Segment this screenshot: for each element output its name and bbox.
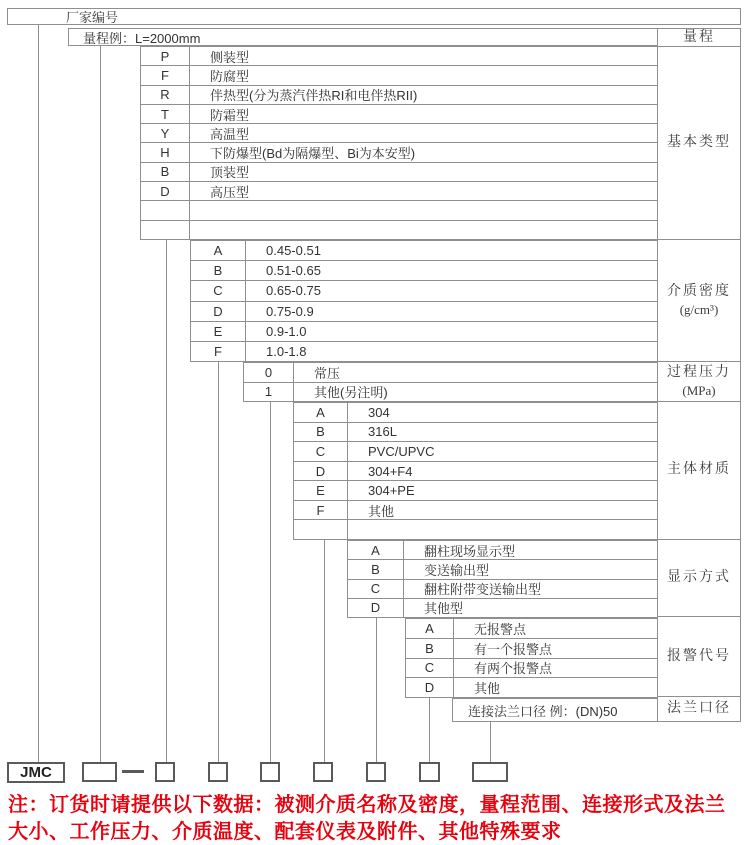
code-cell: B — [191, 261, 246, 280]
category-body-material — [658, 402, 740, 540]
table-row — [294, 442, 657, 462]
table-row — [294, 520, 657, 539]
factory-code-box — [7, 8, 741, 25]
description-cell: 顶装型 — [210, 165, 250, 181]
code-box-pressure — [260, 762, 280, 782]
category-display-mode — [658, 540, 740, 618]
category-label: 法兰口径 — [667, 701, 731, 717]
code-box-range — [82, 762, 117, 782]
table-row — [141, 66, 657, 85]
description-cell: 其他型 — [424, 601, 464, 617]
code-cell: H — [141, 143, 190, 161]
connector-line — [376, 618, 377, 763]
table-row — [453, 699, 657, 721]
category-label: 基本类型 — [667, 135, 731, 151]
code-cell: D — [406, 678, 454, 697]
description-cell: 翻柱附带变送输出型 — [424, 582, 542, 598]
table-row — [141, 221, 657, 239]
table-row — [141, 86, 657, 105]
description-cell: 无报警点 — [474, 621, 527, 637]
connector-line — [218, 362, 219, 763]
table-row — [141, 105, 657, 124]
code-cell: B — [294, 423, 348, 442]
table-row — [191, 342, 657, 361]
category-label: 过程压力 — [667, 365, 731, 380]
connector-line — [324, 540, 325, 763]
code-cell: D — [294, 462, 348, 481]
table-row — [141, 124, 657, 143]
table-row — [348, 560, 657, 579]
code-cell: A — [348, 541, 404, 559]
description-cell: 高温型 — [210, 126, 250, 142]
range-example-box — [68, 28, 657, 46]
code-cell: C — [406, 659, 454, 678]
description-cell: PVC/UPVC — [368, 443, 435, 459]
table-row — [141, 163, 657, 182]
description-cell: 变送输出型 — [424, 562, 490, 578]
description-cell: 0.75-0.9 — [266, 303, 314, 319]
table-row — [406, 678, 657, 697]
description-cell: 304+F4 — [368, 463, 413, 479]
code-cell: P — [141, 47, 190, 65]
basic-type-table — [140, 46, 657, 240]
display-mode-table — [347, 540, 657, 618]
description-cell: 防霜型 — [210, 107, 250, 123]
category-column — [657, 28, 741, 722]
flange-size-row — [452, 698, 657, 722]
range-example-label: 量程例：L=2000mm — [83, 30, 201, 46]
code-cell — [141, 221, 190, 239]
code-box-basic-type — [155, 762, 175, 782]
description-cell — [190, 201, 210, 219]
category-label: 量程 — [683, 29, 715, 45]
table-row — [294, 423, 657, 443]
category-label: 报警代号 — [667, 648, 731, 664]
table-row — [141, 182, 657, 201]
category-process-pressure — [658, 362, 740, 402]
code-cell: T — [141, 105, 190, 123]
process-pressure-table — [243, 362, 657, 402]
description-cell: 0.45-0.51 — [266, 243, 321, 259]
table-row — [406, 619, 657, 639]
table-row — [191, 261, 657, 281]
description-cell: 有一个报警点 — [474, 641, 553, 657]
connector-line — [270, 402, 271, 763]
table-row — [294, 462, 657, 482]
category-label: 介质密度 — [667, 284, 731, 300]
category-range — [658, 29, 740, 47]
connector-line — [490, 722, 491, 763]
description-cell: 其他 — [474, 681, 501, 697]
flange-size-label: 连接法兰口径 例：(DN)50 — [468, 703, 618, 719]
description-cell: 0.9-1.0 — [266, 323, 307, 339]
code-box-display — [366, 762, 386, 782]
code-cell: 0 — [244, 363, 294, 382]
code-cell: R — [141, 86, 190, 104]
code-cell: D — [191, 302, 246, 321]
body-material-table — [293, 402, 657, 540]
table-row — [348, 580, 657, 599]
table-row — [191, 322, 657, 342]
order-note-line-1: 注：订货时请提供以下数据：被测介质名称及密度，量程范围、连接形式及法兰 — [8, 794, 726, 816]
table-row — [294, 481, 657, 501]
code-cell: C — [348, 580, 404, 598]
model-prefix-label: JMC — [20, 764, 52, 781]
connector-line — [429, 698, 430, 763]
description-cell: 其他 — [368, 503, 395, 519]
code-box-material — [313, 762, 333, 782]
code-box-density — [208, 762, 228, 782]
code-cell: D — [348, 599, 404, 617]
model-prefix-box — [7, 762, 65, 783]
description-cell: 316L — [368, 424, 397, 440]
code-cell — [294, 520, 348, 539]
category-flange-size — [658, 697, 740, 721]
connector-line — [100, 46, 101, 763]
description-cell: 其他(另注明) — [314, 385, 388, 401]
alarm-code-table — [405, 618, 657, 698]
code-cell — [141, 201, 190, 219]
code-cell: F — [141, 66, 190, 84]
table-row — [191, 241, 657, 261]
description-cell: 0.51-0.65 — [266, 263, 321, 279]
category-label: 主体材质 — [667, 462, 731, 478]
connector-line — [166, 240, 167, 763]
code-cell: D — [141, 182, 190, 200]
description-cell: 304 — [368, 404, 390, 420]
code-cell: C — [294, 442, 348, 461]
code-cell: F — [294, 501, 348, 520]
description-cell: 翻柱现场显示型 — [424, 543, 516, 559]
table-row — [294, 501, 657, 521]
code-cell: B — [406, 639, 454, 658]
category-sublabel: (g/cm³) — [679, 302, 719, 318]
code-cell: E — [294, 481, 348, 500]
code-cell: B — [141, 163, 190, 181]
category-medium-density — [658, 240, 740, 362]
code-box-flange — [472, 762, 508, 782]
table-row — [141, 201, 657, 220]
code-cell: B — [348, 560, 404, 578]
description-cell: 下防爆型(Bd为隔爆型、Bi为本安型) — [210, 146, 416, 162]
order-note-line-2: 大小、工作压力、介质温度、配套仪表及附件、其他特殊要求 — [8, 821, 562, 843]
description-cell — [348, 520, 368, 539]
code-cell: F — [191, 342, 246, 361]
table-row — [348, 599, 657, 617]
description-cell: 常压 — [314, 365, 341, 381]
description-cell — [190, 221, 210, 239]
code-cell: Y — [141, 124, 190, 142]
description-cell: 0.65-0.75 — [266, 283, 321, 299]
category-basic-type — [658, 47, 740, 240]
table-row — [191, 302, 657, 322]
table-row — [348, 541, 657, 560]
table-row — [244, 383, 657, 402]
table-row — [141, 47, 657, 66]
category-alarm-code — [658, 617, 740, 697]
table-row — [406, 639, 657, 659]
table-row — [406, 659, 657, 679]
description-cell: 防腐型 — [210, 68, 250, 84]
table-row — [294, 403, 657, 423]
code-cell: A — [294, 403, 348, 422]
factory-code-label: 厂家编号 — [66, 10, 119, 25]
connector-line — [38, 25, 39, 763]
code-cell: E — [191, 322, 246, 341]
dash-separator — [122, 770, 144, 773]
table-row — [141, 143, 657, 162]
description-cell: 高压型 — [210, 184, 250, 200]
description-cell: 侧装型 — [210, 49, 250, 65]
description-cell: 1.0-1.8 — [266, 343, 307, 359]
code-cell: 1 — [244, 383, 294, 402]
category-label: 显示方式 — [667, 569, 731, 585]
medium-density-table — [190, 240, 657, 362]
code-cell: C — [191, 281, 246, 300]
description-cell: 伴热型(分为蒸汽伴热RI和电伴热RII) — [210, 88, 418, 104]
description-cell: 有两个报警点 — [474, 661, 553, 677]
code-cell: A — [406, 619, 454, 638]
category-sublabel: (MPa) — [682, 383, 716, 398]
table-row — [244, 363, 657, 383]
description-cell: 304+PE — [368, 483, 415, 499]
code-box-alarm — [419, 762, 440, 782]
code-cell: A — [191, 241, 246, 260]
table-row — [191, 281, 657, 301]
